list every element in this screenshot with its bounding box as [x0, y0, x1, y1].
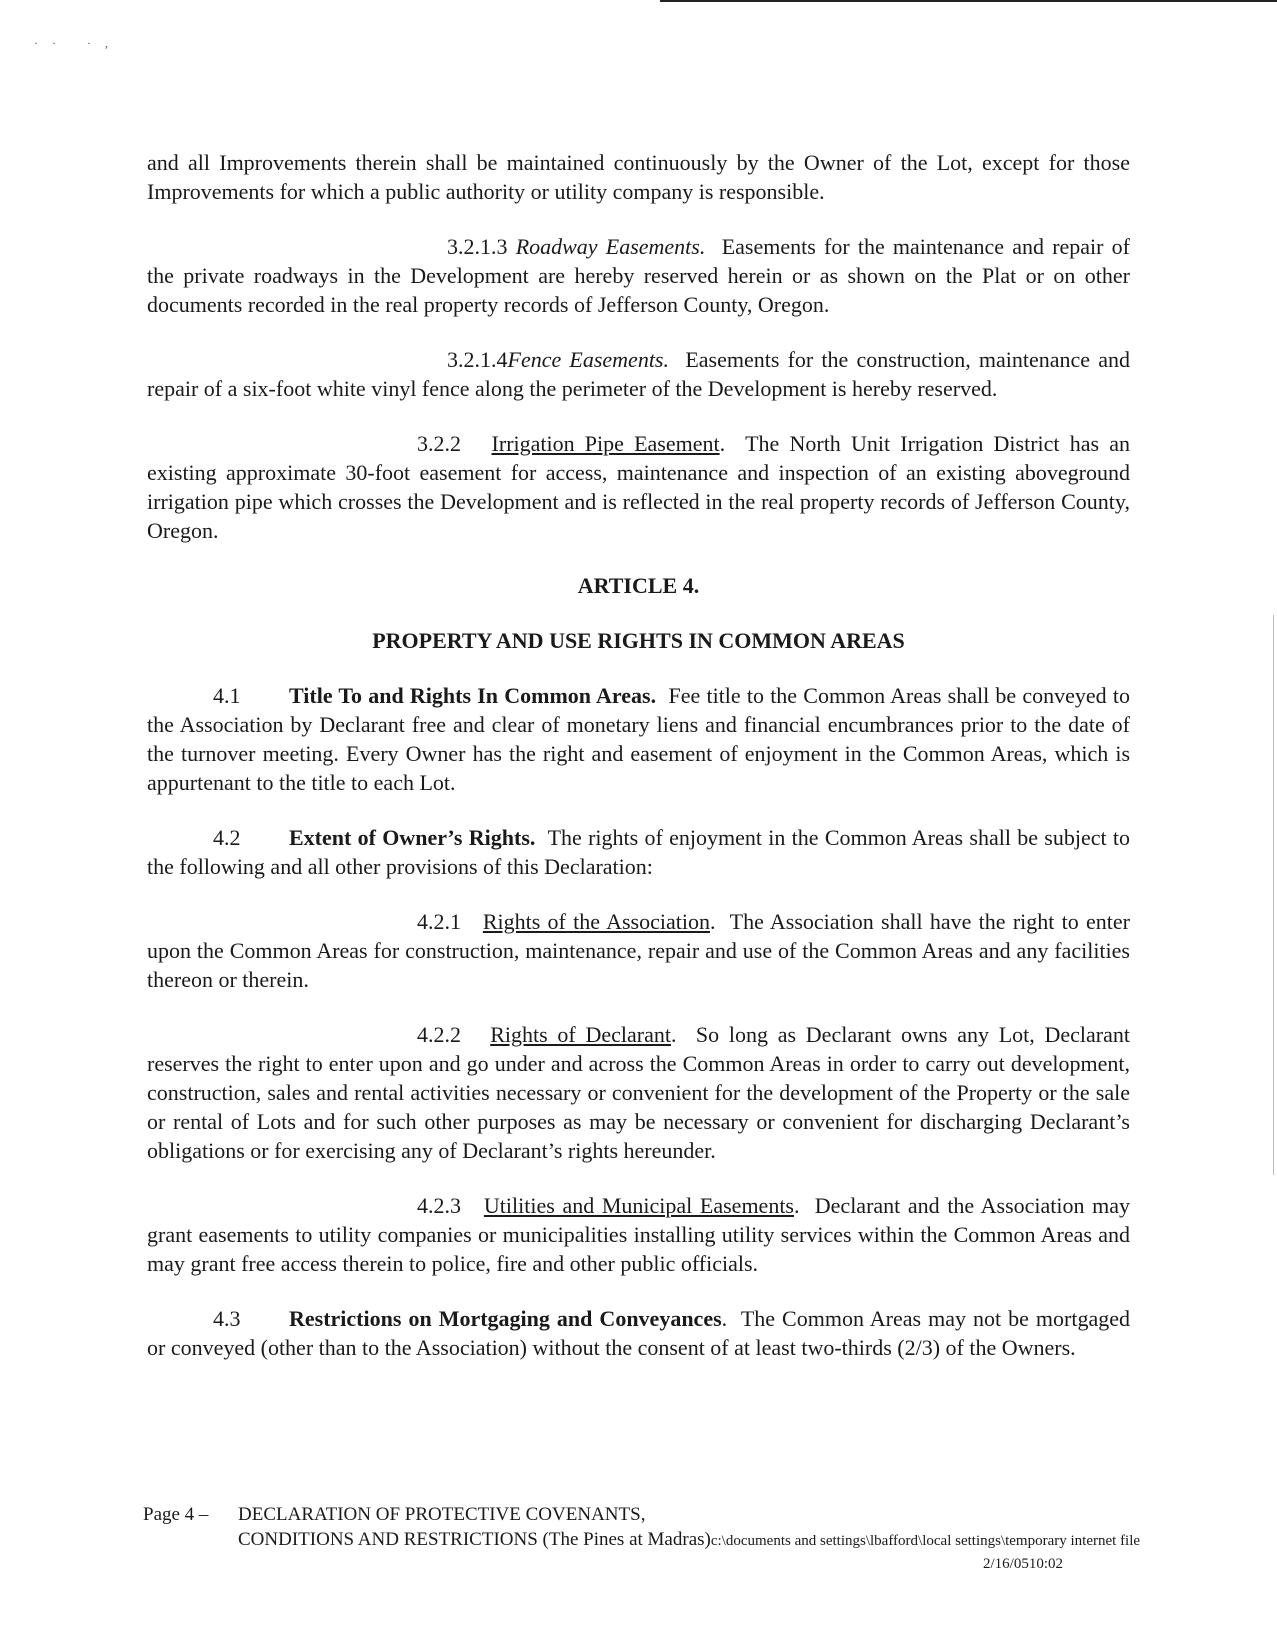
footer-line-1: [143, 1502, 1243, 1527]
section-4-3: 4.3 Restrictions on Mortgaging and Conveyances. The Common Areas may not be mortgaged or conveyed (other than to the Association) without the consent of at least two-thirds (2/3) of the Owners.: [147, 1306, 1130, 1360]
section-number: 4.2: [213, 825, 241, 850]
scan-top-border: [660, 0, 1277, 2]
section-4-2-2: 4.2.2 Rights of Declarant. So long as Declarant owns any Lot, Declarant reserves the right to enter upon and go under and across the Common Areas in order to carry out development, construction, sales and rental activities necessary or convenient for the development of the Property or the sale or rental of Lots and for such other purposes as may be necessary or convenient for discharging Declarant’s obligations or for exercising any of Declarant’s rights hereunder.: [147, 1022, 1130, 1163]
section-number: 4.2.2: [417, 1022, 461, 1047]
section-number: 3.2.1.3: [447, 234, 508, 259]
section-text: The Association shall have the right to enter upon the Common Areas for construction, maintenance, repair and use of the Common Areas and any facilities thereon or therein.: [147, 909, 1131, 992]
document-body: [147, 148, 1130, 1362]
section-number: 4.3: [213, 1306, 241, 1331]
section-number: 3.2.2: [417, 431, 461, 456]
section-title: Irrigation Pipe Easement: [491, 431, 720, 456]
section-text: So long as Declarant owns any Lot, Declarant reserves the right to enter upon and go under and across the Common Areas in order to carry out development, construction, sales and rental activities necessary or convenient for the development of the Property or the sale or rental of Lots and for such other purposes as may be necessary or convenient for discharging Declarant’s obligations or for exercising any of Declarant’s rights hereunder.: [147, 1022, 1130, 1163]
section-number: 4.1: [213, 683, 241, 708]
section-title: Utilities and Municipal Easements: [483, 1193, 794, 1218]
section-title: Roadway Easements.: [515, 234, 706, 259]
article-number: ARTICLE 4.: [577, 573, 700, 598]
section-title: Rights of the Association: [482, 909, 710, 934]
continuation-paragraph: and all Improvements therein shall be maintained continuously by the Owner of the Lot, except for those Improvements for which a public authority or utility company is responsible.: [147, 150, 1130, 204]
section-title: Restrictions on Mortgaging and Conveyances: [289, 1306, 722, 1331]
section-text: The Common Areas may not be mortgaged or conveyed (other than to the Association) without the consent of at least two-thirds (2/3) of the Owners.: [147, 1306, 1130, 1360]
section-text: Fee title to the Common Areas shall be conveyed to the Association by Declarant free and clear of monetary liens and financial encumbrances prior to the date of the turnover meeting. Every Owner has the right and easement of enjoyment in the Common Areas, which is appurtenant to the title to each Lot.: [147, 683, 1130, 795]
page-number: Page 4 –: [143, 1504, 209, 1525]
footer-title-line-2: CONDITIONS AND RESTRICTIONS (The Pines at Madras): [238, 1529, 711, 1550]
section-title: Fence Easements.: [507, 347, 669, 372]
section-text: Declarant and the Association may grant easements to utility companies or municipalities installing utility services within the Common Areas and may grant free access therein to police, fire and other public officials.: [147, 1193, 1131, 1276]
section-text: Easements for the maintenance and repair of the private roadways in the Development are hereby reserved herein or as shown on the Plat or on other documents recorded in the real property records of Jefferson County, Oregon.: [147, 234, 1130, 317]
scan-specks: ·· ·,: [34, 36, 122, 50]
footer-line-2: [143, 1527, 1243, 1554]
article-title: PROPERTY AND USE RIGHTS IN COMMON AREAS: [372, 628, 905, 653]
section-3-2-2: 3.2.2 Irrigation Pipe Easement. The North Unit Irrigation District has an existing approximate 30-foot easement for access, maintenance and inspection of an existing aboveground irrigation pipe which crosses the Development and is reflected in the real property records of Jefferson County, Oregon.: [147, 431, 1130, 543]
footer-file-path: c:\documents and settings\lbafford\local settings\temporary internet file: [710, 1533, 1141, 1549]
section-number: 4.2.1: [417, 909, 461, 934]
section-4-2-3: 4.2.3 Utilities and Municipal Easements. Declarant and the Association may grant easements to utility companies or municipalities installing utility services within the Common Areas and may grant free access therein to police, fire and other public officials.: [147, 1193, 1131, 1276]
footer-title-line-1: DECLARATION OF PROTECTIVE COVENANTS,: [238, 1504, 646, 1525]
scan-right-edge: [1273, 615, 1274, 1175]
section-4-1: [147, 681, 1130, 797]
section-text: The North Unit Irrigation District has an existing approximate 30-foot easement for access, maintenance and inspection of an existing aboveground irrigation pipe which crosses the Development and is reflected in the real property records of Jefferson County, Oregon.: [147, 431, 1130, 543]
section-3-2-1-3: [147, 232, 1130, 319]
section-text: The rights of enjoyment in the Common Areas shall be subject to the following and all other provisions of this Declaration:: [147, 825, 1130, 879]
section-4-2: [147, 823, 1130, 881]
section-text: Easements for the construction, maintenance and repair of a six-foot white vinyl fence along the perimeter of the Development is hereby reserved.: [147, 347, 1130, 401]
section-4-2-1: 4.2.1 Rights of the Association. The Association shall have the right to enter upon the Common Areas for construction, maintenance, repair and use of the Common Areas and any facilities thereon or therein.: [147, 909, 1131, 992]
section-title: Title To and Rights In Common Areas.: [289, 683, 657, 708]
footer-date: 2/16/0510:02: [983, 1556, 1064, 1572]
section-3-2-1-4: [147, 345, 1130, 403]
section-title: Extent of Owner’s Rights.: [289, 825, 536, 850]
page-footer: [143, 1502, 1243, 1572]
section-number: 4.2.3: [417, 1193, 461, 1218]
section-number: 3.2.1.4: [447, 347, 508, 372]
section-title: Rights of Declarant: [490, 1022, 671, 1047]
